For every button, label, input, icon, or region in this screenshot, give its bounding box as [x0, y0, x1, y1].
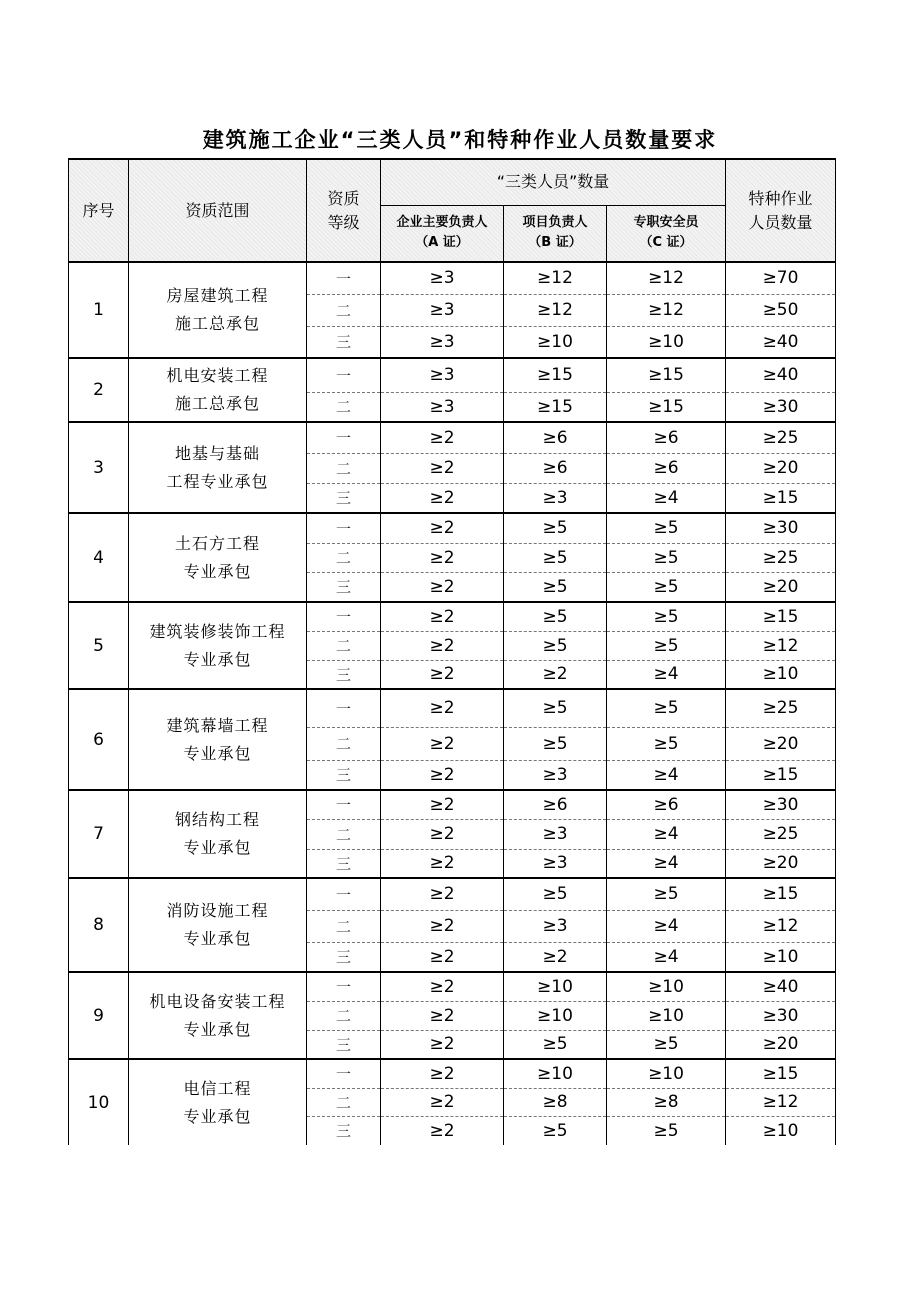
scope-line: 消防设施工程 — [166, 901, 269, 920]
qualification-grade: 三 — [307, 1030, 381, 1059]
header-a-cert — [381, 205, 504, 262]
qualification-scope — [129, 972, 307, 1059]
special-worker-count: ≥12 — [726, 1088, 836, 1116]
c-cert-count: ≥4 — [607, 819, 726, 849]
qualification-scope — [129, 790, 307, 878]
a-cert-count: ≥2 — [381, 878, 504, 910]
header-seq: 序号 — [69, 159, 129, 262]
qualification-grade: 三 — [307, 760, 381, 790]
special-worker-count: ≥50 — [726, 294, 836, 326]
special-worker-count: ≥40 — [726, 358, 836, 392]
table-row — [69, 1059, 836, 1088]
b-cert-count: ≥3 — [504, 760, 607, 790]
header-c-line2: （C 证） — [639, 235, 693, 251]
a-cert-count: ≥3 — [381, 326, 504, 358]
c-cert-count: ≥6 — [607, 790, 726, 819]
header-a-line1: 企业主要负责人 — [396, 215, 488, 231]
qualification-grade: 一 — [307, 689, 381, 727]
scope-line: 地基与基础 — [174, 443, 260, 463]
header-grade-line1: 资质 — [327, 188, 360, 208]
sequence-number: 6 — [69, 689, 129, 790]
a-cert-count: ≥3 — [381, 358, 504, 392]
scope-line: 房屋建筑工程 — [166, 286, 269, 305]
qualification-grade: 二 — [307, 910, 381, 942]
b-cert-count: ≥5 — [504, 631, 607, 660]
qualification-grade: 一 — [307, 513, 381, 543]
special-worker-count: ≥15 — [726, 602, 836, 631]
qualification-grade: 一 — [307, 262, 381, 294]
a-cert-count: ≥2 — [381, 602, 504, 631]
a-cert-count: ≥2 — [381, 572, 504, 602]
qualification-grade: 二 — [307, 727, 381, 760]
special-worker-count: ≥25 — [726, 543, 836, 572]
a-cert-count: ≥2 — [381, 942, 504, 972]
c-cert-count: ≥4 — [607, 849, 726, 878]
special-worker-count: ≥12 — [726, 631, 836, 660]
a-cert-count: ≥2 — [381, 972, 504, 1001]
a-cert-count: ≥2 — [381, 819, 504, 849]
b-cert-count: ≥5 — [504, 513, 607, 543]
a-cert-count: ≥2 — [381, 790, 504, 819]
sequence-number: 1 — [69, 262, 129, 358]
special-worker-count: ≥40 — [726, 972, 836, 1001]
table-row — [69, 972, 836, 1001]
qualification-grade: 一 — [307, 878, 381, 910]
qualification-grade: 一 — [307, 358, 381, 392]
b-cert-count: ≥5 — [504, 1030, 607, 1059]
qualification-grade: 二 — [307, 1088, 381, 1116]
header-c-line1: 专职安全员 — [633, 215, 699, 231]
special-worker-count: ≥25 — [726, 422, 836, 453]
b-cert-count: ≥2 — [504, 942, 607, 972]
c-cert-count: ≥5 — [607, 1116, 726, 1145]
sequence-number: 2 — [69, 358, 129, 422]
qualification-grade: 二 — [307, 453, 381, 483]
table-row — [69, 358, 836, 392]
a-cert-count: ≥2 — [381, 727, 504, 760]
a-cert-count: ≥2 — [381, 849, 504, 878]
sequence-number: 10 — [69, 1059, 129, 1145]
special-worker-count: ≥20 — [726, 727, 836, 760]
header-b-line2: （B 证） — [528, 235, 582, 251]
qualification-scope — [129, 513, 307, 602]
sequence-number: 9 — [69, 972, 129, 1059]
sequence-number: 5 — [69, 602, 129, 689]
header-special — [726, 159, 836, 262]
a-cert-count: ≥3 — [381, 392, 504, 422]
scope-line: 建筑装修装饰工程 — [149, 621, 286, 641]
b-cert-count: ≥10 — [504, 1059, 607, 1088]
special-worker-count: ≥10 — [726, 660, 836, 689]
a-cert-count: ≥2 — [381, 631, 504, 660]
c-cert-count: ≥4 — [607, 910, 726, 942]
header-b-cert — [504, 205, 607, 262]
scope-line: 施工总承包 — [174, 314, 260, 333]
a-cert-count: ≥3 — [381, 262, 504, 294]
special-worker-count: ≥30 — [726, 1001, 836, 1030]
qualification-grade: 三 — [307, 326, 381, 358]
scope-line: 建筑幕墙工程 — [166, 715, 269, 735]
b-cert-count: ≥3 — [504, 819, 607, 849]
c-cert-count: ≥12 — [607, 294, 726, 326]
qualification-scope — [129, 1059, 307, 1145]
special-worker-count: ≥70 — [726, 262, 836, 294]
special-worker-count: ≥15 — [726, 1059, 836, 1088]
c-cert-count: ≥4 — [607, 760, 726, 790]
qualification-scope — [129, 358, 307, 422]
qualification-scope — [129, 602, 307, 689]
a-cert-count: ≥2 — [381, 513, 504, 543]
b-cert-count: ≥8 — [504, 1088, 607, 1116]
c-cert-count: ≥4 — [607, 942, 726, 972]
b-cert-count: ≥5 — [504, 878, 607, 910]
qualification-grade: 三 — [307, 849, 381, 878]
scope-line: 机电设备安装工程 — [149, 991, 286, 1011]
a-cert-count: ≥2 — [381, 1030, 504, 1059]
table-row — [69, 513, 836, 543]
a-cert-count: ≥2 — [381, 543, 504, 572]
table-row — [69, 878, 836, 910]
b-cert-count: ≥3 — [504, 483, 607, 513]
table-row — [69, 689, 836, 727]
qualification-grade: 一 — [307, 790, 381, 819]
b-cert-count: ≥3 — [504, 910, 607, 942]
b-cert-count: ≥5 — [504, 727, 607, 760]
c-cert-count: ≥5 — [607, 543, 726, 572]
a-cert-count: ≥2 — [381, 453, 504, 483]
scope-line: 专业承包 — [183, 649, 252, 669]
b-cert-count: ≥6 — [504, 422, 607, 453]
b-cert-count: ≥5 — [504, 1116, 607, 1145]
b-cert-count: ≥6 — [504, 790, 607, 819]
scope-line: 机电安装工程 — [166, 366, 269, 385]
a-cert-count: ≥2 — [381, 660, 504, 689]
requirements-table — [68, 158, 836, 1145]
a-cert-count: ≥2 — [381, 483, 504, 513]
special-worker-count: ≥30 — [726, 513, 836, 543]
table-row — [69, 790, 836, 819]
qualification-grade: 二 — [307, 819, 381, 849]
header-grade — [307, 159, 381, 262]
header-special-line1: 特种作业 — [748, 188, 813, 208]
scope-line: 专业承包 — [183, 1106, 252, 1126]
header-grade-line2: 等级 — [327, 212, 360, 232]
qualification-grade: 三 — [307, 572, 381, 602]
qualification-grade: 二 — [307, 294, 381, 326]
c-cert-count: ≥5 — [607, 631, 726, 660]
table-row — [69, 422, 836, 453]
sequence-number: 3 — [69, 422, 129, 513]
sequence-number: 4 — [69, 513, 129, 602]
b-cert-count: ≥6 — [504, 453, 607, 483]
c-cert-count: ≥8 — [607, 1088, 726, 1116]
header-special-line2: 人员数量 — [748, 212, 813, 232]
c-cert-count: ≥10 — [607, 1059, 726, 1088]
qualification-grade: 二 — [307, 1001, 381, 1030]
scope-line: 专业承包 — [183, 561, 252, 581]
c-cert-count: ≥10 — [607, 326, 726, 358]
scope-line: 电信工程 — [183, 1078, 252, 1098]
special-worker-count: ≥15 — [726, 878, 836, 910]
special-worker-count: ≥40 — [726, 326, 836, 358]
qualification-grade: 一 — [307, 602, 381, 631]
b-cert-count: ≥10 — [504, 1001, 607, 1030]
special-worker-count: ≥30 — [726, 790, 836, 819]
qualification-grade: 三 — [307, 1116, 381, 1145]
header-c-cert — [607, 205, 726, 262]
qualification-scope — [129, 262, 307, 358]
special-worker-count: ≥20 — [726, 453, 836, 483]
b-cert-count: ≥10 — [504, 326, 607, 358]
c-cert-count: ≥15 — [607, 392, 726, 422]
scope-line: 专业承包 — [183, 1019, 252, 1039]
qualification-grade: 一 — [307, 422, 381, 453]
a-cert-count: ≥2 — [381, 1116, 504, 1145]
b-cert-count: ≥15 — [504, 358, 607, 392]
qualification-grade: 一 — [307, 1059, 381, 1088]
a-cert-count: ≥2 — [381, 760, 504, 790]
scope-line: 专业承包 — [183, 838, 252, 857]
header-three-types: “三类人员”数量 — [381, 159, 726, 205]
sequence-number: 8 — [69, 878, 129, 972]
table-body — [69, 262, 836, 1145]
c-cert-count: ≥5 — [607, 689, 726, 727]
qualification-grade: 二 — [307, 543, 381, 572]
b-cert-count: ≥5 — [504, 602, 607, 631]
a-cert-count: ≥2 — [381, 422, 504, 453]
special-worker-count: ≥25 — [726, 819, 836, 849]
c-cert-count: ≥5 — [607, 1030, 726, 1059]
qualification-grade: 三 — [307, 660, 381, 689]
a-cert-count: ≥2 — [381, 689, 504, 727]
qualification-scope — [129, 422, 307, 513]
b-cert-count: ≥12 — [504, 262, 607, 294]
b-cert-count: ≥10 — [504, 972, 607, 1001]
special-worker-count: ≥20 — [726, 572, 836, 602]
a-cert-count: ≥2 — [381, 1088, 504, 1116]
special-worker-count: ≥10 — [726, 1116, 836, 1145]
c-cert-count: ≥5 — [607, 727, 726, 760]
special-worker-count: ≥15 — [726, 483, 836, 513]
special-worker-count: ≥12 — [726, 910, 836, 942]
b-cert-count: ≥5 — [504, 572, 607, 602]
c-cert-count: ≥10 — [607, 1001, 726, 1030]
c-cert-count: ≥5 — [607, 572, 726, 602]
b-cert-count: ≥5 — [504, 543, 607, 572]
scope-line: 土石方工程 — [174, 533, 260, 553]
qualification-scope — [129, 878, 307, 972]
qualification-grade: 三 — [307, 942, 381, 972]
scope-line: 工程专业承包 — [166, 471, 269, 491]
b-cert-count: ≥2 — [504, 660, 607, 689]
special-worker-count: ≥20 — [726, 1030, 836, 1059]
special-worker-count: ≥25 — [726, 689, 836, 727]
document-title: 建筑施工企业“三类人员”和特种作业人员数量要求 — [202, 128, 718, 152]
special-worker-count: ≥20 — [726, 849, 836, 878]
table-row — [69, 262, 836, 294]
special-worker-count: ≥30 — [726, 392, 836, 422]
table-row — [69, 602, 836, 631]
special-worker-count: ≥10 — [726, 942, 836, 972]
qualification-grade: 三 — [307, 483, 381, 513]
c-cert-count: ≥5 — [607, 878, 726, 910]
c-cert-count: ≥4 — [607, 483, 726, 513]
scope-line: 钢结构工程 — [174, 810, 260, 829]
b-cert-count: ≥5 — [504, 689, 607, 727]
special-worker-count: ≥15 — [726, 760, 836, 790]
c-cert-count: ≥4 — [607, 660, 726, 689]
sequence-number: 7 — [69, 790, 129, 878]
b-cert-count: ≥12 — [504, 294, 607, 326]
qualification-grade: 二 — [307, 392, 381, 422]
c-cert-count: ≥10 — [607, 972, 726, 1001]
a-cert-count: ≥2 — [381, 910, 504, 942]
c-cert-count: ≥5 — [607, 602, 726, 631]
qualification-grade: 二 — [307, 631, 381, 660]
c-cert-count: ≥6 — [607, 453, 726, 483]
a-cert-count: ≥2 — [381, 1001, 504, 1030]
a-cert-count: ≥3 — [381, 294, 504, 326]
scope-line: 施工总承包 — [174, 394, 260, 413]
scope-line: 专业承包 — [183, 929, 252, 948]
c-cert-count: ≥15 — [607, 358, 726, 392]
header-a-line2: （A 证） — [415, 235, 469, 251]
header-b-line1: 项目负责人 — [522, 215, 588, 231]
a-cert-count: ≥2 — [381, 1059, 504, 1088]
qualification-scope — [129, 689, 307, 790]
scope-line: 专业承包 — [183, 743, 252, 763]
table-header — [69, 159, 836, 262]
b-cert-count: ≥3 — [504, 849, 607, 878]
b-cert-count: ≥15 — [504, 392, 607, 422]
c-cert-count: ≥5 — [607, 513, 726, 543]
c-cert-count: ≥6 — [607, 422, 726, 453]
qualification-grade: 一 — [307, 972, 381, 1001]
c-cert-count: ≥12 — [607, 262, 726, 294]
header-scope: 资质范围 — [129, 159, 307, 262]
